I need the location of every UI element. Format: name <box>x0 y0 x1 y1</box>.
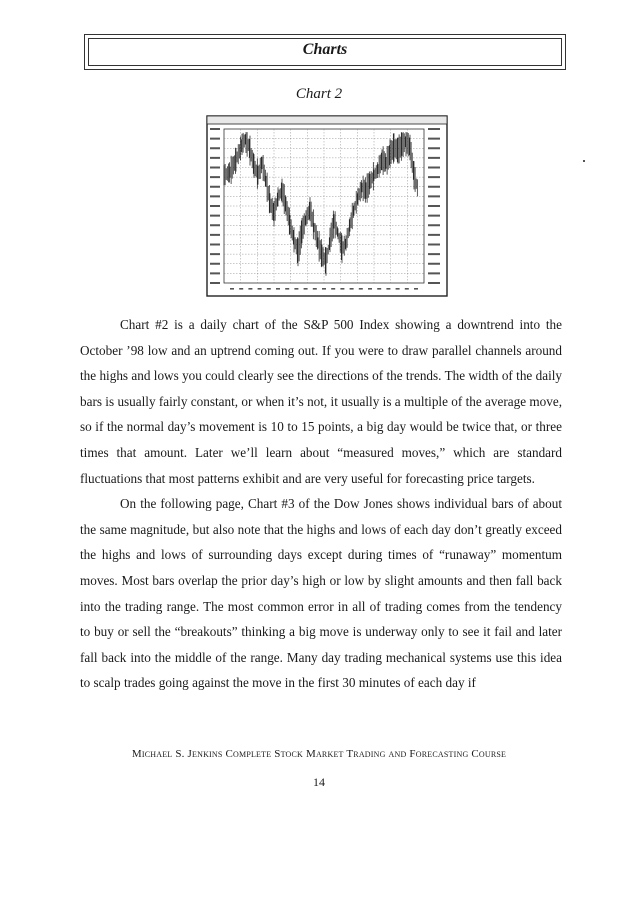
chart-image <box>206 115 448 297</box>
bottom-tick-smudge <box>276 288 280 290</box>
bottom-tick-smudge <box>294 288 298 290</box>
right-tick-smudge <box>428 253 440 255</box>
left-tick-smudge <box>210 272 220 274</box>
right-tick-smudge <box>428 234 440 236</box>
left-tick-smudge <box>210 176 220 178</box>
left-tick-smudge <box>210 186 220 188</box>
left-tick-smudge <box>210 128 220 130</box>
bottom-tick-smudge <box>248 288 252 290</box>
bottom-tick-smudge <box>396 288 400 290</box>
right-tick-smudge <box>428 147 440 149</box>
paragraph-1: Chart #2 is a daily chart of the S&P 500 Index showing a downtrend into the October ’98 low and an uptrend coming out. If you were to draw parallel channels around the highs and lows you could clearly see the directions of the trends. The width of the daily bars is usually fairly constant, or when it’s not, it usually is a multiple of the average move, so if the normal day’s movement is 10 to 15 points, a big day would be twice that, or three times that amount. Later we’ll learn about “measured moves,” which are standard fluctuations that most patterns exhibit and are very useful for forecasting price targets. <box>80 317 562 486</box>
right-tick-smudge <box>428 138 440 140</box>
right-tick-smudge <box>428 176 440 178</box>
left-tick-smudge <box>210 224 220 226</box>
bottom-tick-smudge <box>414 288 418 290</box>
section-header <box>84 34 566 70</box>
bottom-tick-smudge <box>304 288 308 290</box>
right-tick-smudge <box>428 263 440 265</box>
scan-speck <box>583 160 585 162</box>
left-tick-smudge <box>210 157 220 159</box>
bottom-tick-smudge <box>322 288 326 290</box>
left-tick-smudge <box>210 282 220 284</box>
bottom-tick-smudge <box>313 288 317 290</box>
bottom-tick-smudge <box>350 288 354 290</box>
right-tick-smudge <box>428 186 440 188</box>
chart-caption: Chart 2 <box>295 86 343 102</box>
paragraph-2: On the following page, Chart #3 of the Dow Jones shows individual bars of about the same magnitude, but also note that the highs and lows of each day don’t greatly exceed the highs and lows of surrounding days except during times of “runaway” momentum moves. Most bars overlap the prior day’s high or low by slight amounts and then fall back into the trading range. The most common error in all of trading comes from the tendency to buy or sell the “breakouts” thinking a big move is underway only to see it fail and later fall back into the middle of the range. Many day trading mechanical systems use this idea to scalp trades going against the move in the first 30 minutes of each day if <box>80 496 562 691</box>
bottom-tick-smudge <box>285 288 289 290</box>
bottom-tick-smudge <box>239 288 243 290</box>
body-text <box>80 312 562 696</box>
right-tick-smudge <box>428 244 440 246</box>
left-tick-smudge <box>210 147 220 149</box>
right-tick-smudge <box>428 167 440 169</box>
right-tick-smudge <box>428 282 440 284</box>
left-tick-smudge <box>210 167 220 169</box>
bottom-tick-smudge <box>377 288 381 290</box>
right-tick-smudge <box>428 128 440 130</box>
bottom-tick-smudge <box>359 288 363 290</box>
right-tick-smudge <box>428 157 440 159</box>
left-tick-smudge <box>210 263 220 265</box>
left-tick-smudge <box>210 195 220 197</box>
left-tick-smudge <box>210 244 220 246</box>
left-tick-smudge <box>210 205 220 207</box>
left-tick-smudge <box>210 138 220 140</box>
left-tick-smudge <box>210 253 220 255</box>
sp500-bar-chart-picture <box>206 115 448 297</box>
right-tick-smudge <box>428 195 440 197</box>
bottom-tick-smudge <box>340 288 344 290</box>
right-tick-smudge <box>428 205 440 207</box>
bottom-tick-smudge <box>368 288 372 290</box>
left-tick-smudge <box>210 215 220 217</box>
right-tick-smudge <box>428 272 440 274</box>
right-tick-smudge <box>428 215 440 217</box>
bottom-tick-smudge <box>386 288 390 290</box>
chart-title-strip <box>207 116 447 124</box>
right-tick-smudge <box>428 224 440 226</box>
bottom-tick-smudge <box>405 288 409 290</box>
section-title: Charts <box>302 41 348 58</box>
bottom-tick-smudge <box>267 288 271 290</box>
left-tick-smudge <box>210 234 220 236</box>
page-number: 14 <box>313 775 325 789</box>
bottom-tick-smudge <box>258 288 262 290</box>
bottom-tick-smudge <box>230 288 234 290</box>
footer-course-title: Michael S. Jenkins Complete Stock Market Trading and Forecasting Course <box>131 748 507 760</box>
bottom-tick-smudge <box>331 288 335 290</box>
